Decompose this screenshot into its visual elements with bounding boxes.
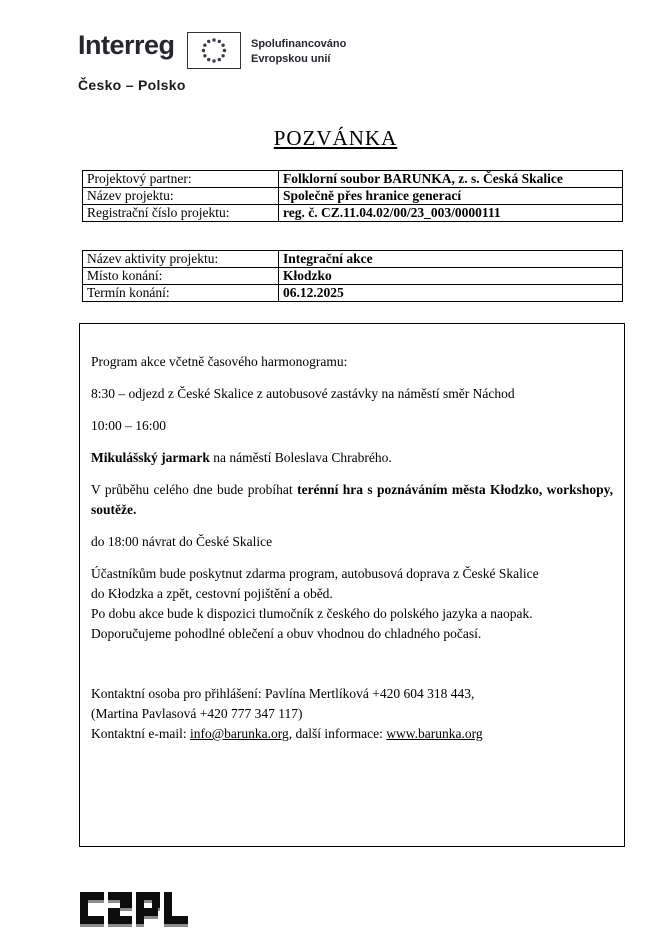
row-label: Název projektu: — [83, 188, 279, 205]
info-line: do Kłodzka a zpět, cestovní pojištění a oběd. — [91, 586, 333, 601]
departure-line: 8:30 – odjezd z České Skalice z autobusové zastávky na náměstí směr Náchod — [91, 386, 515, 401]
row-label: Registrační číslo projektu: — [83, 205, 279, 222]
row-value: Kłodzko — [279, 268, 623, 285]
row-label: Projektový partner: — [83, 171, 279, 188]
table-row — [83, 285, 623, 302]
row-value: Společně přes hranice generací — [279, 188, 623, 205]
program-name-label: Česko – Polsko — [78, 77, 186, 93]
contact-email-line — [91, 724, 613, 744]
row-value: Integrační akce — [279, 251, 623, 268]
cofund-line2: Evropskou unií — [251, 53, 331, 65]
contact-block — [91, 684, 613, 744]
table-row — [83, 251, 623, 268]
interreg-logo: Interreg — [78, 30, 175, 60]
contact-mid-text: , další informace: — [288, 726, 387, 741]
info-line: Doporučujeme pohodlné oblečení a obuv vhodnou do chladného počasí. — [91, 626, 482, 641]
row-value: reg. č. CZ.11.04.02/00/23_003/0000111 — [279, 205, 623, 222]
page-title: POZVÁNKA — [273, 126, 398, 150]
during-bold-text: terénní hra s poznáváním města Kłodzko, workshopy, soutěže. — [91, 482, 613, 517]
row-value: 06.12.2025 — [279, 285, 623, 302]
table-row — [83, 188, 623, 205]
table-row — [83, 171, 623, 188]
czpl-logo-icon — [80, 892, 192, 937]
table-row — [83, 268, 623, 285]
jarmark-line — [91, 448, 613, 468]
jarmark-rest-text: na náměstí Boleslava Chrabrého. — [209, 450, 392, 465]
practical-info-paragraph — [91, 564, 613, 644]
return-line: do 18:00 návrat do České Skalice — [91, 534, 273, 549]
contact-website-link[interactable]: www.barunka.org — [386, 726, 483, 741]
during-normal-text: V průběhu celého dne bude probíhat — [91, 482, 298, 497]
contact-person2-line: (Martina Pavlasová +420 777 347 117) — [91, 706, 303, 721]
cofund-label — [251, 37, 346, 67]
row-label: Termín konání: — [83, 285, 279, 302]
contact-email-prefix: Kontaktní e-mail: — [91, 726, 190, 741]
row-value: Folklorní soubor BARUNKA, z. s. Česká Skalice — [279, 171, 623, 188]
row-label: Název aktivity projektu: — [83, 251, 279, 268]
contact-email-link[interactable]: info@barunka.org — [189, 726, 289, 741]
cofund-line1: Spolufinancováno — [251, 38, 347, 50]
time-range-line: 10:00 – 16:00 — [91, 418, 167, 433]
during-day-line — [91, 480, 613, 520]
table-row — [83, 205, 623, 222]
eu-flag-icon — [187, 32, 241, 74]
info-line: Po dobu akce bude k dispozici tlumočník z českého do polského jazyka a naopak. — [91, 606, 533, 621]
program-details-box — [79, 323, 625, 847]
row-label: Místo konání: — [83, 268, 279, 285]
jarmark-bold-text: Mikulášský jarmark — [91, 450, 210, 465]
activity-info-table — [82, 250, 623, 302]
program-intro: Program akce včetně časového harmonogramu: — [91, 354, 348, 369]
project-info-table — [82, 170, 623, 222]
contact-person-line: Kontaktní osoba pro přihlášení: Pavlína Mertlíková +420 604 318 443, — [91, 686, 475, 701]
info-line: Účastníkům bude poskytnut zdarma program, autobusová doprava z České Skalice — [91, 566, 539, 581]
